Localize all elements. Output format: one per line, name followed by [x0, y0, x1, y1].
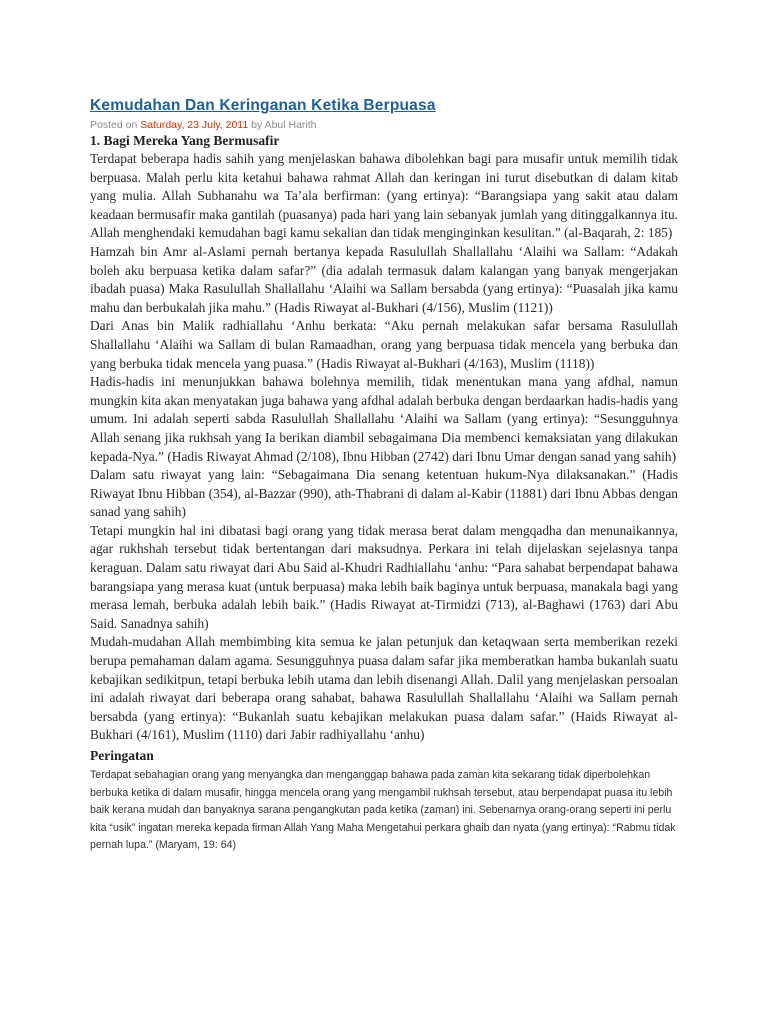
- body-paragraph: Hadis-hadis ini menunjukkan bahawa bolehnya memilih, tidak menentukan mana yang afdhal, namun mungkin kita akan menyatakan juga bahawa yang afdhal adalah berbuka dengan berdaarkan hadis-hadis yang umum. Ini adalah seperti sabda Rasulullah Shallallahu ‘Alaihi wa Sallam (yang ertinya): “Sesungguhnya Allah senang jika rukhsah yang Ia berikan diambil sebagaimana Dia membenci kemaksiatan yang dilakukan kepada-Nya.” (Hadis Riwayat Ahmad (2/108), Ibnu Hibban (2742) dari Ibnu Umar dengan sanad yang sahih): [90, 374, 678, 464]
- post-title-link[interactable]: Kemudahan Dan Keringanan Ketika Berpuasa: [90, 97, 436, 114]
- note-heading: Peringatan: [90, 748, 154, 763]
- article: [90, 96, 678, 855]
- body-paragraph: Mudah-mudahan Allah membimbing kita semua ke jalan petunjuk dan ketaqwaan serta memberikan rezeki berupa pemahaman dalam agama. Sesungguhnya puasa dalam safar jika memberatkan hamba bukanlah suatu kebajikan sedikitpun, tetapi berbuka lebih utama dan lebih disenangi Allah. Dalil yang menjelaskan persoalan ini adalah riwayat dari beberapa orang sahabat, bahawa Rasulullah Shallallahu ‘Alaihi wa Sallam pernah bersabda (yang ertinya): “Bukanlah suatu kebajikan melakukan puasa dalam safar.” (Haids Riwayat al-Bukhari (4/161), Muslim (1110) dari Jabir radhiyallahu ‘anhu): [90, 634, 678, 743]
- body-paragraph: Dalam satu riwayat yang lain: “Sebagaimana Dia senang ketentuan hukum-Nya dilaksanakan.” (Hadis Riwayat Ibnu Hibban (354), al-Bazzar (990), ath-Thabrani di dalam al-Kabir (11881) dari Ibnu Abbas dengan sanad yang sahih): [90, 467, 678, 520]
- body-paragraph: Hamzah bin Amr al-Aslami pernah bertanya kepada Rasulullah Shallallahu ‘Alaihi wa Sallam: “Adakah boleh aku berpuasa ketika dalam safar?” (dia adalah termasuk dalam kalangan yang banyak mengerjakan ibadah puasa) Maka Rasulullah Shallallahu ‘Alaihi wa Sallam bersabda (yang ertinya): “Puasalah jika kamu mahu dan berbukalah jika mahu.” (Hadis Riwayat al-Bukhari (4/156), Muslim (1121)): [90, 243, 678, 315]
- post-meta: [90, 118, 678, 132]
- body-paragraph: Dari Anas bin Malik radhiallahu ‘Anhu berkata: “Aku pernah melakukan safar bersama Rasulullah Shallallahu ‘Alaihi wa Sallam di bulan Ramaadhan, orang yang berpuasa tidak mencela yang berbuka dan yang berbuka tidak mencela yang puasa.” (Hadis Riwayat al-Bukhari (4/163), Muslim (1118)): [90, 318, 678, 371]
- post-author-link[interactable]: Abul Harith: [264, 119, 317, 131]
- by-label: by: [251, 119, 263, 131]
- post-date-link[interactable]: Saturday, 23 July, 2011: [140, 119, 249, 131]
- body-paragraph: Terdapat beberapa hadis sahih yang menjelaskan bahawa dibolehkan bagi para musafir untuk memilih tidak berpuasa. Malah perlu kita ketahui bahawa rahmat Allah dan keringan ini turut disebutkan di dalam kitab yang mulia. Allah Subhanahu wa Ta’ala berfirman: (yang ertinya): “Barangsiapa yang sakit atau dalam keadaan bermusafir maka gantilah (puasanya) pada hari yang lain sebanyak jumlah yang ditinggalkannya itu. Allah menghendaki kemudahan bagi kamu sekalian dan tidak menginginkan kesulitan.” (al-Baqarah, 2: 185): [90, 151, 678, 241]
- section-heading: 1. Bagi Mereka Yang Bermusafir: [90, 133, 280, 148]
- body-paragraph: Tetapi mungkin hal ini dibatasi bagi orang yang tidak merasa berat dalam mengqadha dan menunaikannya, agar rukhshah tersebut tidak bertentangan dari maksudnya. Perkara ini telah dijelaskan sejelasnya tanpa keraguan. Dalam satu riwayat dari Abu Said al-Khudri Radhiallahu ‘anhu: “Para sahabat berpendapat bahawa barangsiapa yang merasa kuat (untuk berpuasa) maka lebih baik baginya untuk berpuasa, manakala bagi yang merasa lemah, berbuka adalah lebih baik.” (Hadis Riwayat at-Tirmidzi (713), al-Baghawi (1763) dari Abu Said. Sanadnya sahih): [90, 522, 678, 631]
- note-paragraph: Terdapat sebahagian orang yang menyangka dan menganggap bahawa pada zaman kita sekarang tidak diperbolehkan berbuka ketika di dalam musafir, hingga mencela orang yang mengambil rukhsah tersebut, atau berpendapat puasa itu lebih baik kerana mudah dan banyaknya sarana pengangkutan pada ketika (zaman) ini. Sebenarnya orang-orang seperti ini perlu kita “usik” ingatan mereka kepada firman Allah Yang Maha Mengetahui perkara ghaib dan nyata (yang ertinya): “Rabmu tidak pernah lupa.” (Maryam, 19: 64): [90, 769, 676, 851]
- posted-on-label: Posted on: [90, 119, 138, 131]
